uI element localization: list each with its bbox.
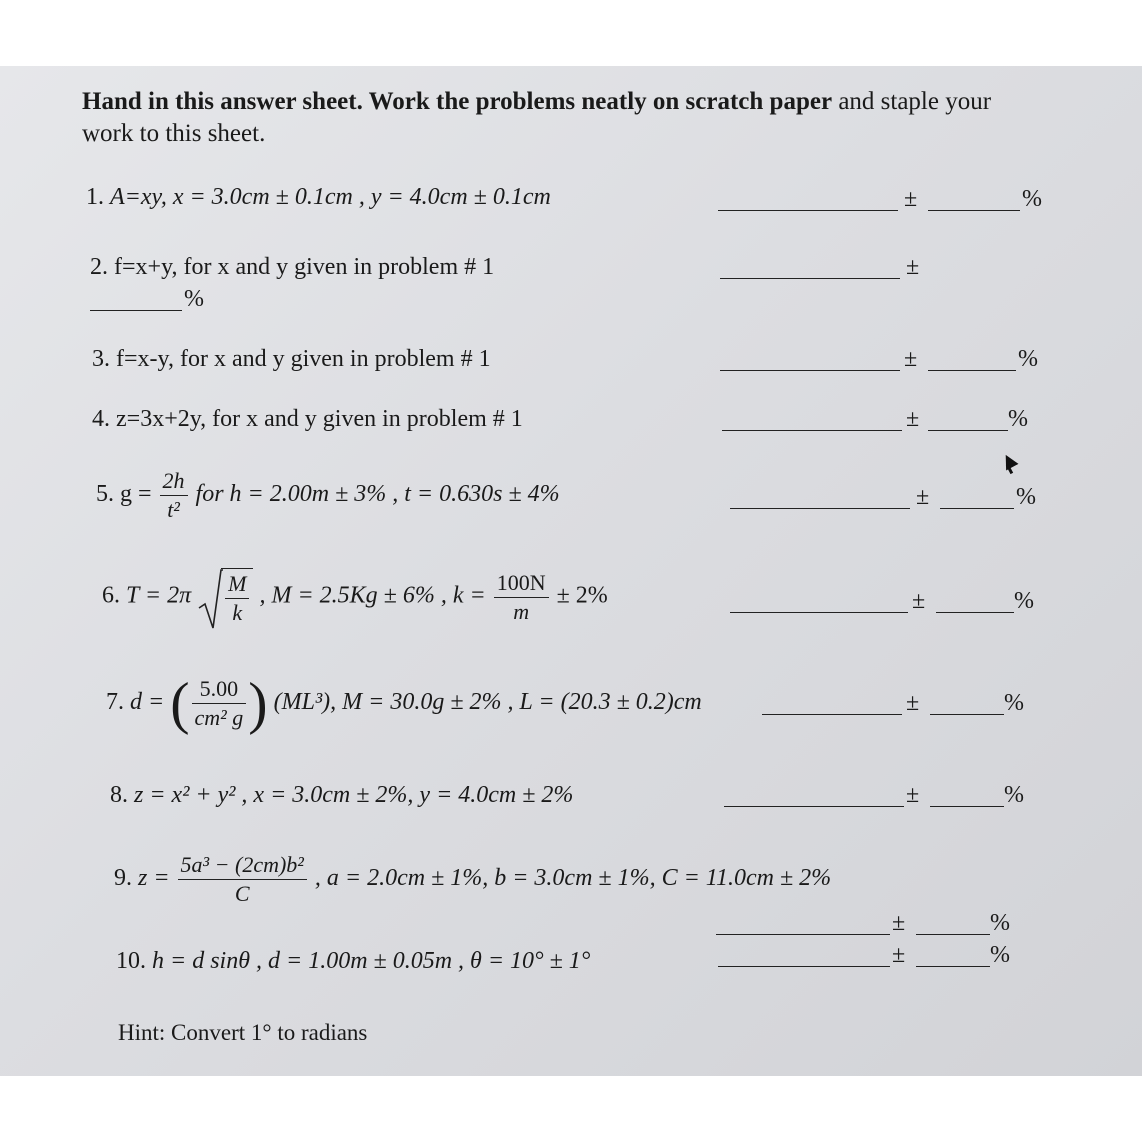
problem-10 xyxy=(116,948,590,975)
pm-symbol: ± xyxy=(904,186,918,212)
fraction-numerator: 5a³ − (2cm)b² xyxy=(178,852,307,880)
left-paren: ( xyxy=(170,670,190,736)
problem-text: h = d sinθ , d = 1.00m ± 0.05m , θ = 10° ± 1° xyxy=(152,948,591,974)
answer-blank-9[interactable] xyxy=(716,934,890,935)
problem-text: f=x-y, for x and y given in problem # 1 xyxy=(116,346,491,372)
problem-5 xyxy=(96,468,560,523)
problem-6 xyxy=(102,568,608,626)
problem-number: 2. xyxy=(90,254,108,280)
problem-number: 5. xyxy=(96,481,114,508)
pm-symbol: ± xyxy=(906,254,920,280)
problem-text: z=3x+2y, for x and y given in problem # 1 xyxy=(116,406,523,432)
problem-tail: ± 2% xyxy=(556,582,608,609)
pm-symbol: ± xyxy=(892,942,906,968)
problem-text: , M = 2.5Kg ± 6% , k = xyxy=(259,582,486,609)
answer-blank-1[interactable] xyxy=(718,210,898,211)
problem-lhs: T = 2π xyxy=(126,582,192,609)
fraction xyxy=(494,570,549,625)
problem-7 xyxy=(106,670,702,736)
uncertainty-blank-3[interactable] xyxy=(928,370,1016,371)
problem-number: 6. xyxy=(102,582,120,609)
fraction xyxy=(178,852,307,907)
problem-text: z = x² + y² , x = 3.0cm ± 2%, y = 4.0cm ± 2% xyxy=(134,782,574,808)
percent-symbol: % xyxy=(1016,484,1036,510)
problem-4 xyxy=(92,406,523,433)
problem-text: f=x+y, for x and y given in problem # 1 xyxy=(114,254,495,280)
percent-symbol: % xyxy=(1004,690,1024,716)
instructions-bold: Hand in this answer sheet. Work the problems neatly on scratch paper xyxy=(82,88,833,115)
problem-number: 10. xyxy=(116,948,146,974)
problem-3 xyxy=(92,346,491,373)
problem-text: (ML³), M = 30.0g ± 2% , L = (20.3 ± 0.2)cm xyxy=(273,689,702,716)
percent-symbol: % xyxy=(1008,406,1028,432)
problem-lhs: g = xyxy=(120,481,152,508)
fraction-denominator: k xyxy=(232,600,243,625)
uncertainty-blank-7[interactable] xyxy=(930,714,1004,715)
fraction-numerator: 5.00 xyxy=(192,676,247,704)
answer-blank-3[interactable] xyxy=(720,370,900,371)
fraction-denominator: cm² g xyxy=(194,705,244,730)
fraction-denominator: C xyxy=(234,881,250,906)
answer-blank-4[interactable] xyxy=(722,430,902,431)
uncertainty-blank-5[interactable] xyxy=(940,508,1014,509)
uncertainty-blank-2[interactable] xyxy=(90,310,182,311)
problem-number: 7. xyxy=(106,689,124,716)
answer-blank-6[interactable] xyxy=(730,612,908,613)
problem-number: 3. xyxy=(92,346,110,372)
pm-symbol: ± xyxy=(904,346,918,372)
fraction-numerator: M xyxy=(225,571,249,599)
percent-symbol: % xyxy=(1022,186,1042,212)
problem-text: for h = 2.00m ± 3% , t = 0.630s ± 4% xyxy=(195,481,560,508)
percent-symbol: % xyxy=(1014,588,1034,614)
fraction xyxy=(192,676,247,731)
pm-symbol: ± xyxy=(906,406,920,432)
problem-1 xyxy=(86,184,551,211)
pm-symbol: ± xyxy=(906,782,920,808)
uncertainty-blank-9[interactable] xyxy=(916,934,990,935)
pm-symbol: ± xyxy=(916,484,930,510)
pm-symbol: ± xyxy=(912,588,926,614)
problem-number: 1. xyxy=(86,184,104,210)
fraction-denominator: t² xyxy=(167,497,180,522)
fraction xyxy=(225,571,249,626)
problem-number: 4. xyxy=(92,406,110,432)
problem-lhs: z = xyxy=(138,865,170,892)
instructions-normal: and staple your work to this sheet. xyxy=(82,88,992,147)
square-root xyxy=(197,568,253,626)
pm-symbol: ± xyxy=(892,910,906,936)
problem-number: 9. xyxy=(114,865,132,892)
percent-symbol: % xyxy=(990,910,1010,936)
uncertainty-blank-8[interactable] xyxy=(930,806,1004,807)
answer-blank-7[interactable] xyxy=(762,714,902,715)
answer-blank-10[interactable] xyxy=(718,966,890,967)
answer-blank-8[interactable] xyxy=(724,806,904,807)
problem-number: 8. xyxy=(110,782,128,808)
instructions xyxy=(82,86,1042,150)
problem-9 xyxy=(114,852,831,907)
right-paren: ) xyxy=(248,670,268,736)
fraction-numerator: 100N xyxy=(494,570,549,598)
problem-lhs: d = xyxy=(130,689,165,716)
problem-2 xyxy=(90,254,494,281)
problem-text: A=xy, x = 3.0cm ± 0.1cm , y = 4.0cm ± 0.1cm xyxy=(110,184,551,210)
percent-symbol: % xyxy=(1004,782,1024,808)
answer-blank-5[interactable] xyxy=(730,508,910,509)
pm-symbol: ± xyxy=(906,690,920,716)
percent-symbol: % xyxy=(990,942,1010,968)
problem-8 xyxy=(110,782,573,809)
uncertainty-blank-1[interactable] xyxy=(928,210,1020,211)
fraction xyxy=(160,468,188,523)
uncertainty-blank-10[interactable] xyxy=(916,966,990,967)
uncertainty-blank-4[interactable] xyxy=(928,430,1008,431)
fraction-numerator: 2h xyxy=(160,468,188,496)
radical-sign-icon xyxy=(197,568,223,632)
answer-blank-2[interactable] xyxy=(720,278,900,279)
problem-text: , a = 2.0cm ± 1%, b = 3.0cm ± 1%, C = 11.0cm ± 2% xyxy=(314,865,832,892)
uncertainty-blank-6[interactable] xyxy=(936,612,1014,613)
percent-symbol: % xyxy=(184,286,204,312)
percent-symbol: % xyxy=(1018,346,1038,372)
hint: Hint: Convert 1° to radians xyxy=(118,1020,368,1045)
fraction-denominator: m xyxy=(513,598,530,624)
